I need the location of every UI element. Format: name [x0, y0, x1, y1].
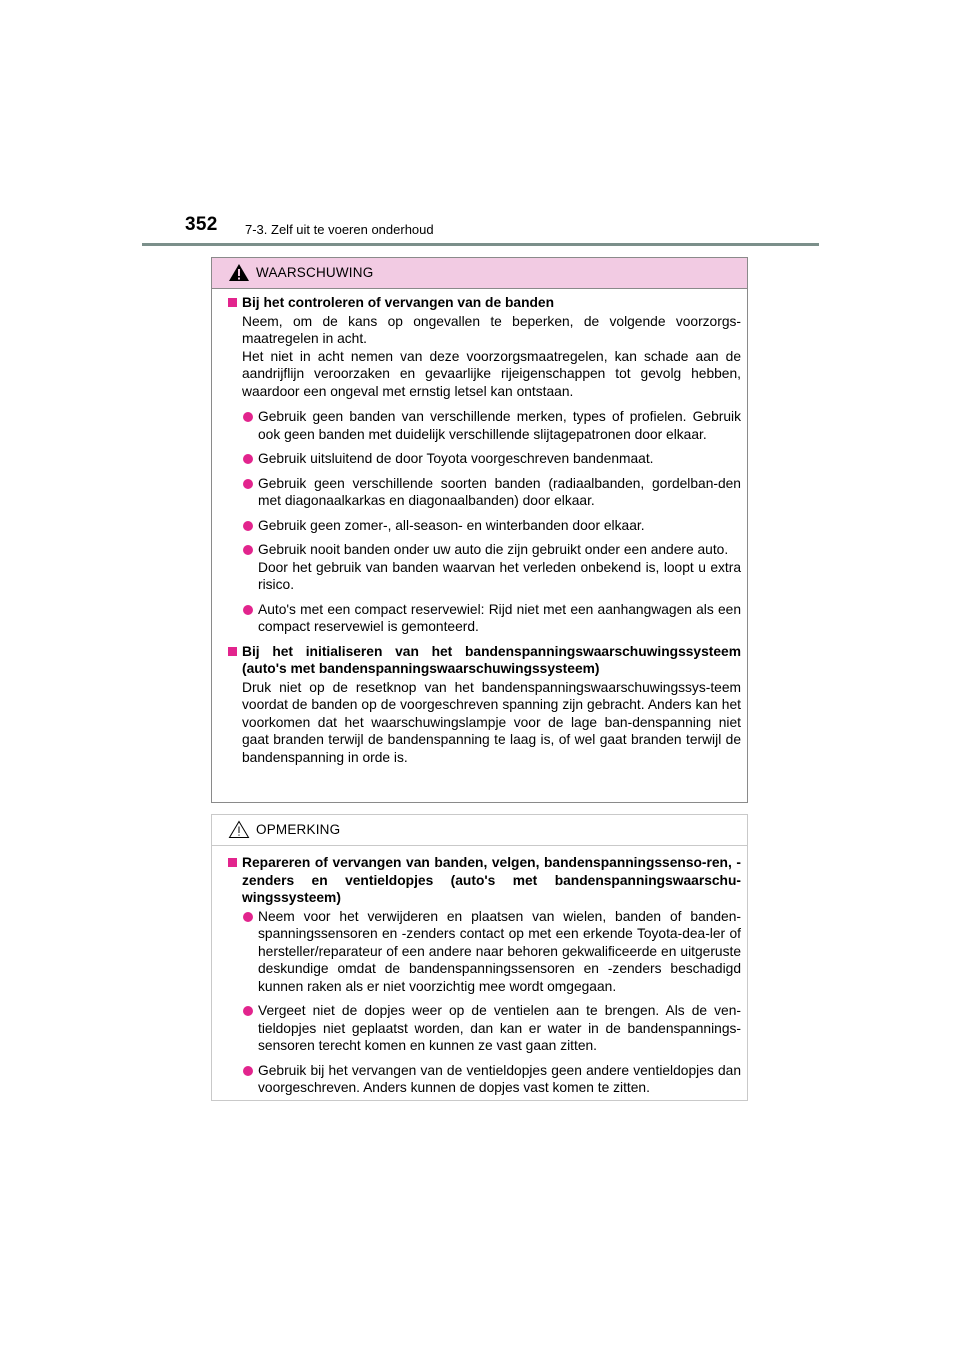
heading-square-icon	[228, 298, 237, 307]
list-item-text: Gebruik nooit banden onder uw auto die zijn gebruikt onder een andere auto.	[258, 542, 729, 557]
list-item	[228, 450, 741, 468]
warning-body	[212, 289, 747, 766]
heading-text: Bij het controleren of vervangen van de banden	[242, 295, 555, 310]
section-heading	[228, 643, 741, 678]
list-item-text: Auto's met een compact reservewiel: Rijd niet met een aanhangwagen als een compact reservewiel is gemonteerd.	[258, 601, 741, 634]
warning-box	[211, 257, 748, 803]
note-label: OPMERKING	[256, 822, 341, 837]
list-item-text: Gebruik uitsluitend de door Toyota voorgeschreven bandenmaat.	[258, 451, 654, 466]
bullet-dot-icon	[243, 412, 253, 422]
bullet-dot-icon	[243, 1066, 253, 1076]
list-item	[228, 517, 741, 535]
bullet-dot-icon	[243, 605, 253, 615]
section-heading	[228, 294, 741, 312]
list-item-text: Neem voor het verwijderen en plaatsen van wielen, banden of banden-spanningssensoren en -zenders contact op met een erkende Toyota-dea-ler of hersteller/reparateur of een andere naar behoren gekwalificeerde en uitgeruste deskundige omdat de bandenspanningssensoren en -zenders beschadigd kunnen raken als er niet voorzichtig mee wordt omgegaan.	[258, 908, 741, 994]
list-item	[228, 908, 741, 996]
header-divider	[142, 243, 819, 246]
page-number: 352	[185, 214, 218, 235]
list-item-text: Vergeet niet de dopjes weer op de ventielen aan te brengen. Als de ven-tieldopjes niet geplaatst worden, dan kan er water in de bandenspannings-sensoren terecht komen en kunnen ze vast gaan zitten.	[258, 1003, 741, 1053]
list-item-text: Gebruik geen zomer-, all-season- en winterbanden door elkaar.	[258, 517, 645, 533]
section-heading	[228, 854, 741, 907]
list-item-text: Gebruik bij het vervangen van de ventieldopjes geen andere ventieldopjes dan voorgeschreven. Anders kunnen de dopjes vast komen te zitten.	[258, 1062, 741, 1095]
paragraph: Neem, om de kans op ongevallen te beperken, de volgende voorzorgs-maatregelen in acht.	[242, 313, 741, 346]
bullet-dot-icon	[243, 479, 253, 489]
list-item-extra-text: Door het gebruik van banden waarvan het verleden onbekend is, loopt u extra risico.	[258, 559, 741, 592]
note-box-header	[212, 815, 747, 846]
warning-triangle-icon	[228, 263, 250, 282]
heading-square-icon	[228, 858, 237, 867]
bullet-dot-icon	[243, 545, 253, 555]
section-title: 7-3. Zelf uit te voeren onderhoud	[245, 222, 434, 237]
list-item-text: Gebruik geen banden van verschillende merken, types of profielen. Gebruik ook geen banden met duidelijk verschillende slijtagepatronen door elkaar.	[258, 409, 741, 442]
note-box	[211, 814, 748, 1101]
list-item	[228, 475, 741, 510]
note-body	[212, 846, 747, 1097]
heading-square-icon	[228, 647, 237, 656]
list-item-text: Gebruik geen verschillende soorten banden (radiaalbanden, gordelban-den met diagonaalkarkas en diagonaalbanden) door elkaar.	[258, 475, 741, 508]
bullet-dot-icon	[243, 454, 253, 464]
paragraph: Het niet in acht nemen van deze voorzorgsmaatregelen, kan schade aan de aandrijflijn veroorzaken en gevaarlijke rijeigenschappen tot gevolg hebben, waardoor een ongeval met ernstig letsel kan ontstaan.	[242, 348, 741, 399]
bullet-dot-icon	[243, 521, 253, 531]
paragraph: Druk niet op de resetknop van het bandenspanningswaarschuwingssys-teem voordat de banden op de voorgeschreven spanning zijn gebracht. Anders kan het voorkomen dat het waarschuwingslampje voor de lage ban-denspanning niet gaat branden terwijl de bandenspanning te laag is, of wel gaat branden terwijl de bandenspanning in orde is.	[242, 679, 741, 765]
bullet-dot-icon	[243, 912, 253, 922]
warning-box-header	[212, 258, 747, 289]
list-item	[228, 541, 741, 594]
bullet-dot-icon	[243, 1006, 253, 1016]
heading-text: Repareren of vervangen van banden, velgen, bandenspanningssenso-ren, -zenders en ventieldopjes (auto's met bandenspanningswaarschu-wingssysteem)	[242, 855, 741, 905]
caution-triangle-icon	[228, 820, 250, 839]
list-item	[228, 1002, 741, 1055]
list-item	[228, 408, 741, 443]
heading-text: Bij het initialiseren van het bandenspanningswaarschuwingssysteem (auto's met bandenspanningswaarschuwingssysteem)	[242, 643, 741, 676]
list-item	[228, 601, 741, 636]
warning-label: WAARSCHUWING	[256, 265, 374, 280]
list-item	[228, 1062, 741, 1097]
